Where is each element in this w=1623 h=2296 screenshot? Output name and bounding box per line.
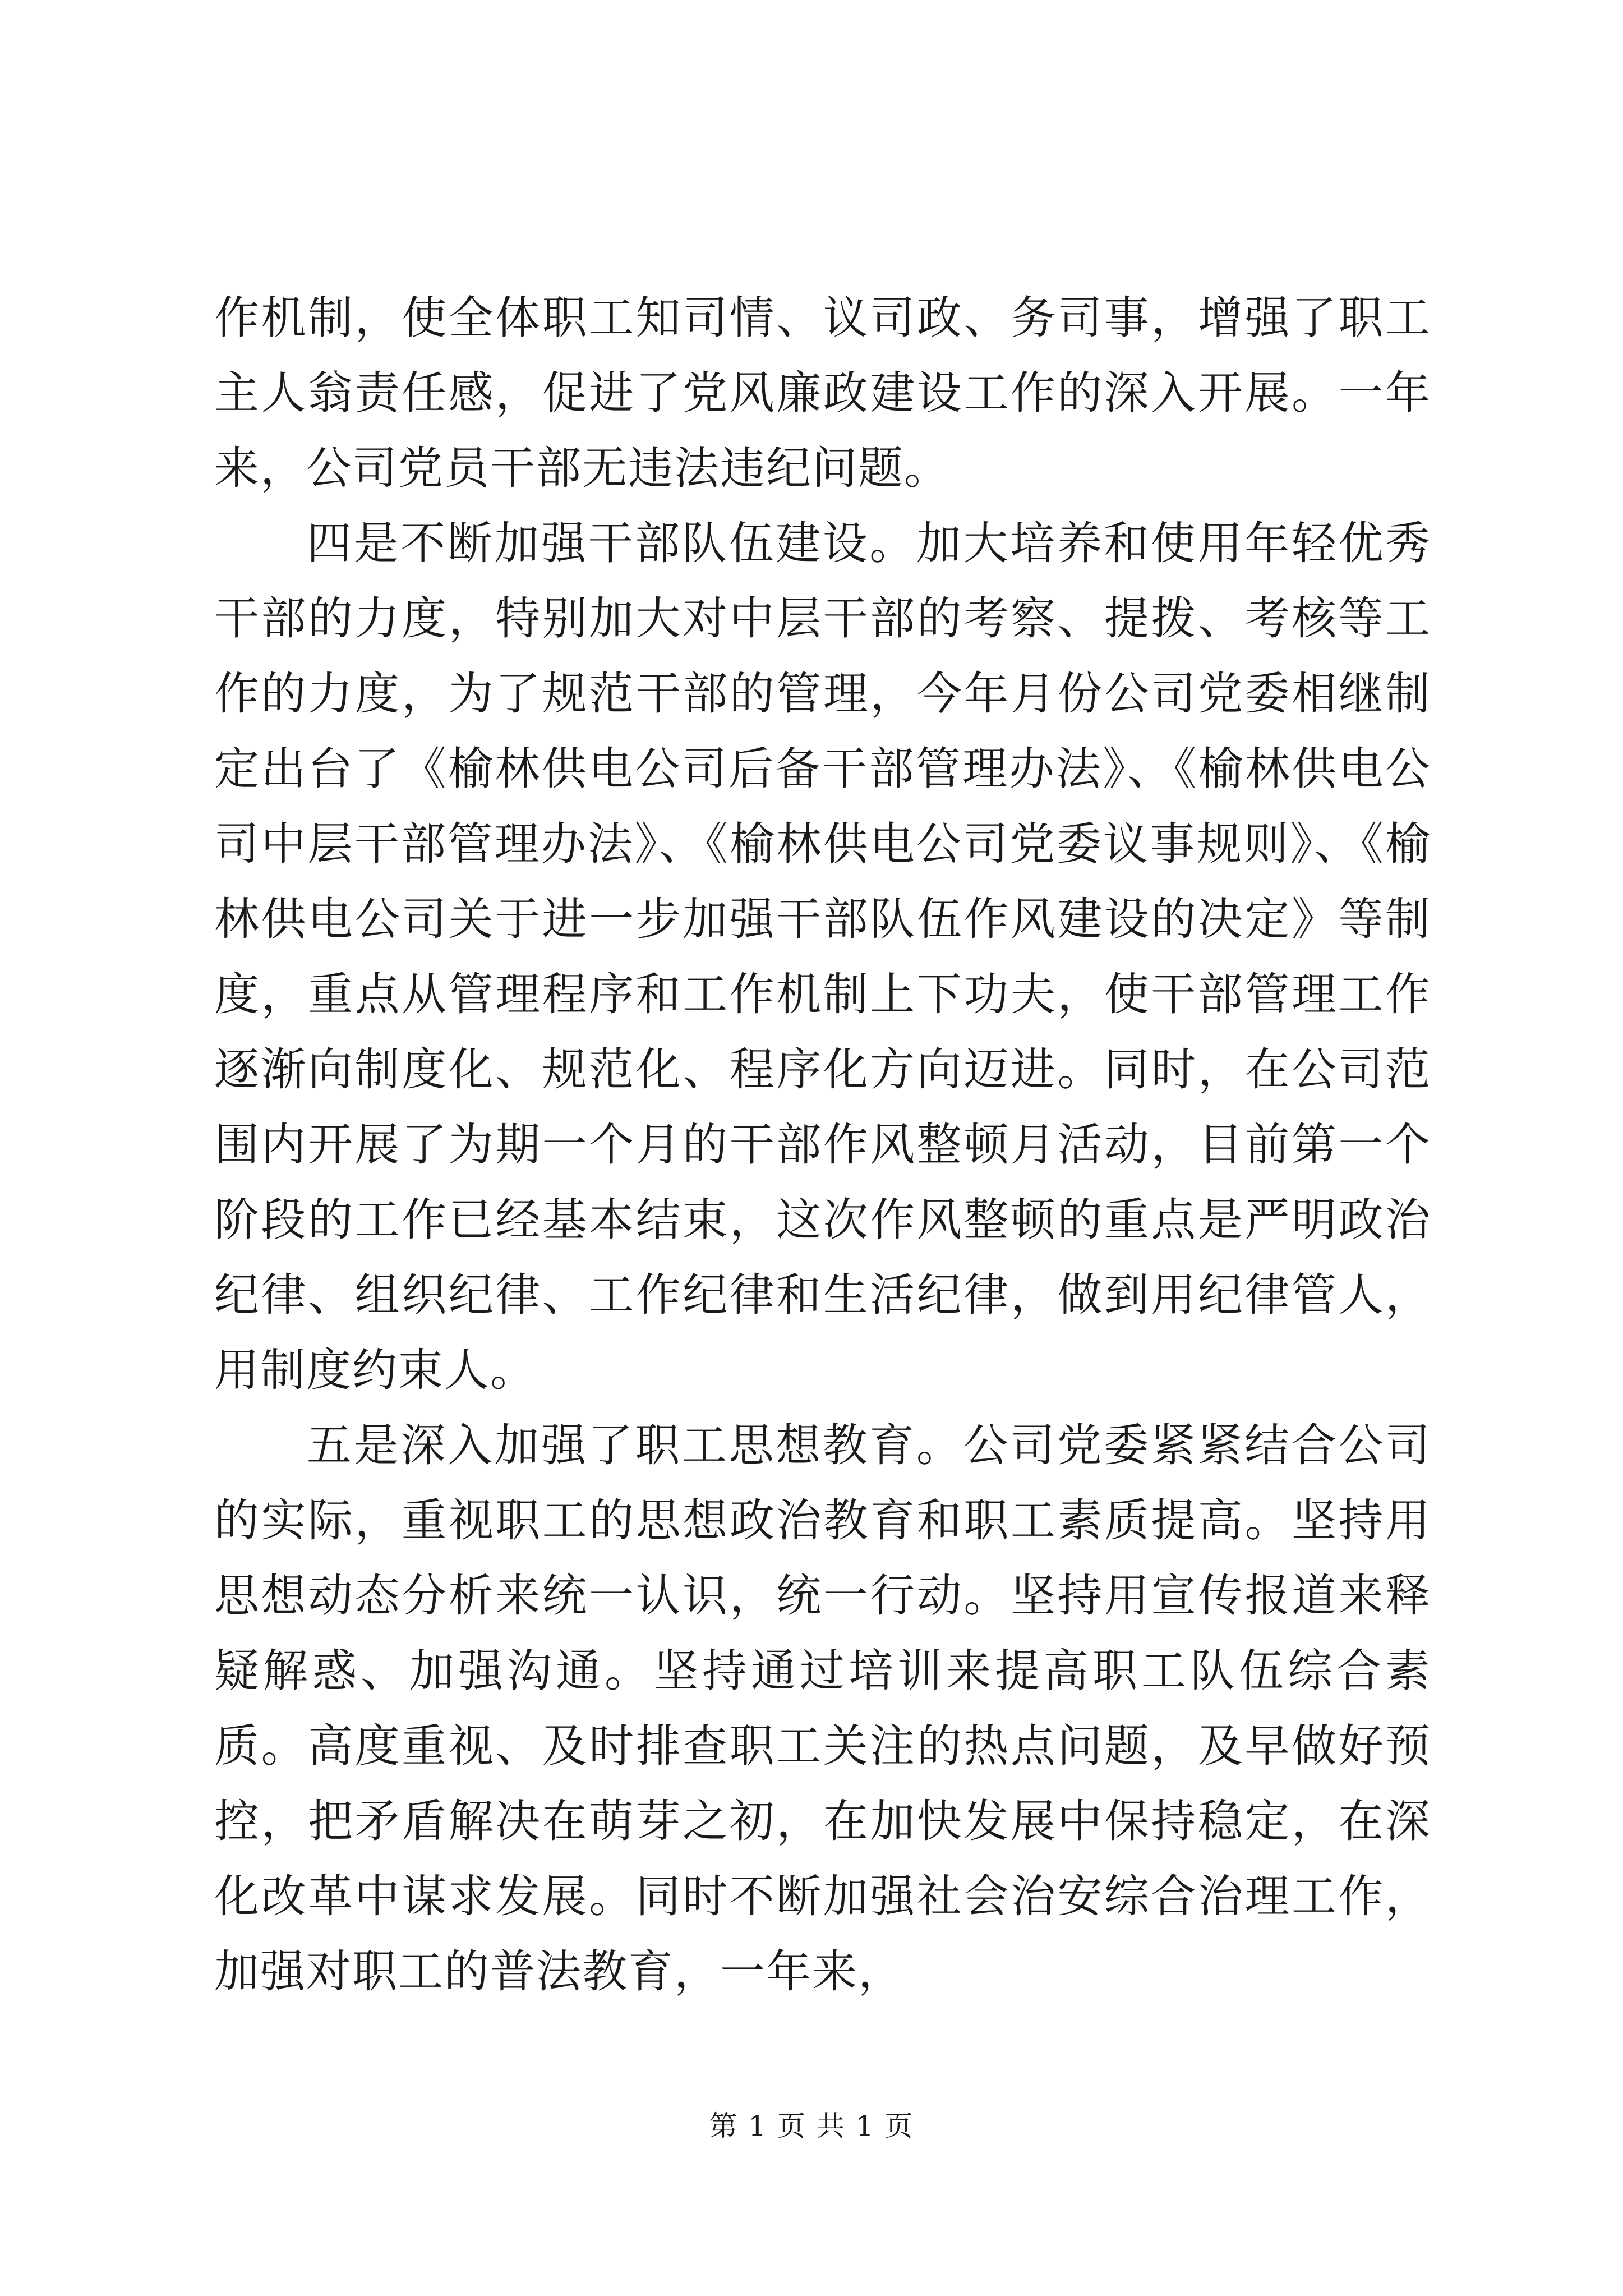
document-body — [214, 280, 1431, 2009]
paragraph-staff-education: 五是深入加强了职工思想教育。公司党委紧紧结合公司的实际，重视职工的思想政治教育和职工素质提高。坚持用思想动态分析来统一认识，统一行动。坚持用宣传报道来释疑解惑、加强沟通。坚持通过培训来提高职工队伍综合素质。高度重视、及时排查职工关注的热点问题，及早做好预控，把矛盾解决在萌芽之初，在加快发展中保持稳定，在深化改革中谋求发展。同时不断加强社会治安综合治理工作，加强对职工的普法教育，一年来， — [214, 1419, 1431, 1998]
page-footer: 第 1 页 共 1 页 — [709, 2110, 914, 2142]
paragraph-work-mechanism: 作机制，使全体职工知司情、议司政、务司事，增强了职工主人翁责任感，促进了党风廉政建设工作的深入开展。一年来，公司党员干部无违法违纪问题。 — [214, 292, 1431, 494]
paragraph-cadre-team: 四是不断加强干部队伍建设。加大培养和使用年轻优秀干部的力度，特别加大对中层干部的考察、提拨、考核等工作的力度，为了规范干部的管理，今年月份公司党委相继制定出台了《榆林供电公司后备干部管理办法》、《榆林供电公司中层干部管理办法》、《榆林供电公司党委议事规则》、《榆林供电公司关于进一步加强干部队伍作风建设的决定》等制度，重点从管理程序和工作机制上下功夫，使干部管理工作逐渐向制度化、规范化、程序化方向迈进。同时，在公司范围内开展了为期一个月的干部作风整顿月活动，目前第一个阶段的工作已经基本结束，这次作风整顿的重点是严明政治纪律、组织纪律、工作纪律和生活纪律，做到用纪律管人，用制度约束人。 — [214, 517, 1431, 1396]
